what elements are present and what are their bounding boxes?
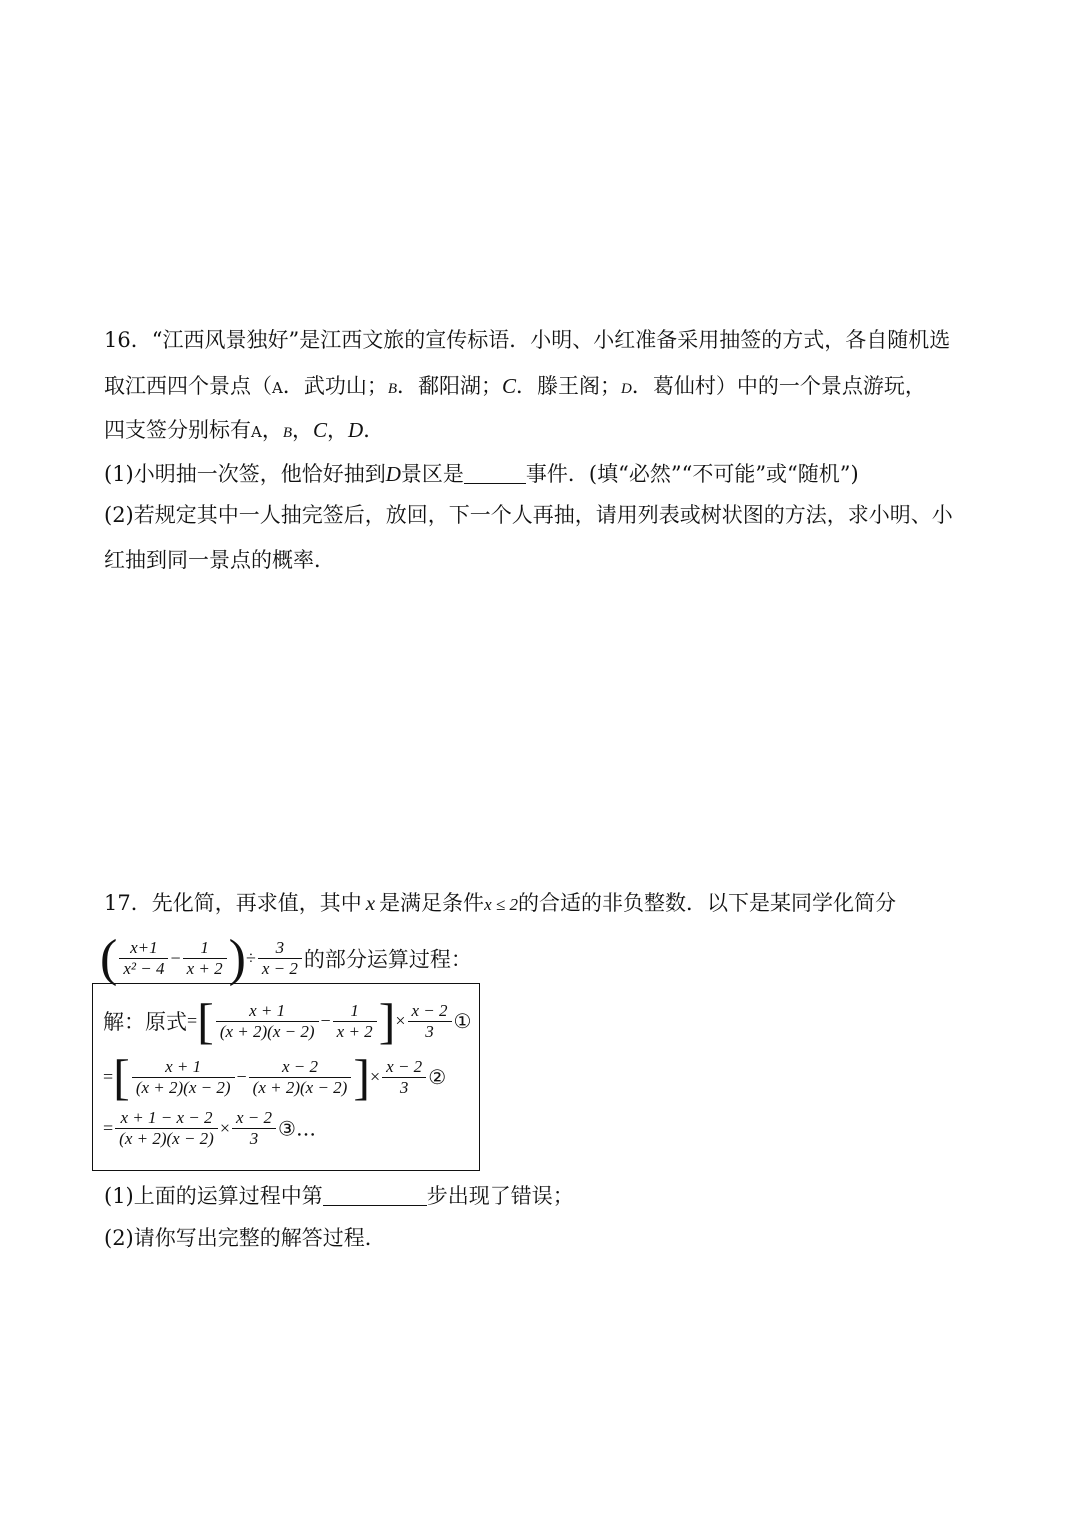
tag-c: C: [313, 418, 328, 442]
fraction: [258, 938, 302, 979]
q17-part1-text-b: 步出现了错误；: [426, 1184, 574, 1208]
times-sign: ×: [219, 1118, 230, 1138]
times-sign: ×: [395, 1010, 406, 1031]
q17-var-x: x: [365, 891, 376, 915]
solution-label: 解：原式: [103, 1010, 187, 1034]
step-marker-2: ②: [428, 1065, 447, 1089]
q16-part1-text-b: 景区是: [400, 462, 464, 486]
denominator: x² − 4: [119, 958, 168, 979]
numerator: x − 2: [236, 1108, 273, 1127]
option-b-text: ．鄱阳湖；: [397, 374, 503, 398]
solution-box: [92, 983, 480, 1171]
numerator: x − 2: [411, 1000, 448, 1020]
fraction: [249, 1057, 352, 1098]
right-bracket: ]: [378, 993, 396, 1049]
q17-intro-text: 17．先化简，再求值，其中: [104, 891, 362, 915]
option-d-text: ．葛仙村）中的一个景点游玩，: [631, 374, 926, 398]
equals-sign: =: [103, 1118, 114, 1138]
q16-part2-text: (2)若规定其中一人抽完签后，放回，下一个人再抽，请用列表或树状图的方法，求小明、小: [104, 503, 953, 527]
option-b-letter: B: [387, 381, 398, 397]
q17-condition: x ≤ 2: [484, 895, 518, 914]
denominator: (x + 2)(x − 2): [216, 1021, 319, 1042]
q16-line3: [104, 418, 384, 445]
q17-part1: [104, 1184, 574, 1208]
denominator: x − 2: [258, 958, 302, 979]
right-paren: ): [228, 930, 246, 987]
numerator: 1: [350, 1000, 359, 1020]
q16-line2: [104, 374, 926, 401]
option-c-letter: C: [502, 374, 517, 398]
tag-b: B: [282, 425, 293, 441]
right-bracket: ]: [353, 1049, 370, 1105]
fraction: [183, 938, 227, 979]
tag-a: A: [251, 423, 262, 441]
fraction: [232, 1108, 276, 1149]
times-sign: ×: [370, 1066, 381, 1087]
fraction: [333, 1001, 377, 1042]
denominator: x + 2: [333, 1021, 377, 1042]
q16-part1-text-c: 事件．(填“必然”“不可能”或“随机”): [525, 462, 859, 486]
q17-intro-text-b: 是满足条件: [379, 891, 485, 915]
separator: ，: [261, 418, 283, 442]
answer-blank[interactable]: [464, 463, 526, 484]
q16-part1: [104, 462, 859, 486]
fraction: [382, 1057, 426, 1098]
q16-part2-line1: [104, 503, 953, 527]
option-a-letter: A: [272, 379, 283, 397]
minus-sign: −: [170, 948, 181, 968]
equals-sign: =: [187, 1010, 198, 1031]
left-bracket: [: [197, 993, 214, 1049]
step-marker-3: ③…: [278, 1116, 316, 1141]
divide-sign: ÷: [245, 948, 256, 968]
step-marker-1: ①: [453, 1009, 472, 1033]
denominator: (x + 2)(x − 2): [132, 1077, 235, 1098]
q17-intro: [104, 891, 896, 917]
q17-part1-text: (1)上面的运算过程中第: [104, 1184, 323, 1208]
left-paren: (: [100, 930, 118, 987]
numerator: x − 2: [281, 1056, 319, 1076]
left-bracket: [: [113, 1049, 130, 1105]
numerator: x + 1: [249, 1000, 286, 1020]
q17-part2: [104, 1226, 386, 1250]
q16-line1: [104, 328, 950, 352]
fraction: [119, 938, 168, 979]
period: ．: [363, 418, 385, 442]
denominator: (x + 2)(x − 2): [249, 1077, 352, 1098]
minus-sign: −: [320, 1010, 331, 1031]
q16-part1-var: D: [385, 462, 401, 486]
numerator: x + 1: [165, 1056, 202, 1076]
denominator: 3: [382, 1077, 426, 1098]
q16-line3-text: 四支签分别标有: [104, 418, 251, 442]
fraction: [132, 1057, 235, 1098]
denominator: 3: [408, 1021, 452, 1042]
numerator: x − 2: [386, 1056, 423, 1076]
option-c-text: ．滕王阁；: [516, 374, 622, 398]
fraction: [216, 1001, 319, 1042]
numerator: 1: [200, 938, 209, 957]
q17-expression: [100, 929, 472, 988]
denominator: x + 2: [183, 958, 227, 979]
tag-d: D: [348, 418, 364, 442]
option-a-text: ．武功山；: [282, 374, 388, 398]
q16-part2-line2: [104, 548, 335, 572]
option-d-letter: D: [621, 381, 632, 397]
equals-sign: =: [103, 1066, 114, 1087]
separator: ，: [327, 418, 349, 442]
q16-line2-text: 取江西四个景点（: [104, 374, 272, 398]
minus-sign: −: [236, 1066, 247, 1087]
fraction: [408, 1001, 452, 1042]
answer-blank[interactable]: [323, 1185, 427, 1206]
q17-part2-text: (2)请你写出完整的解答过程．: [104, 1226, 386, 1250]
denominator: 3: [232, 1128, 276, 1149]
numerator: x + 1 − x − 2: [120, 1108, 213, 1127]
numerator: 3: [275, 938, 285, 957]
solution-step-3: [103, 1108, 316, 1149]
solution-step-1: [103, 992, 471, 1050]
denominator: (x + 2)(x − 2): [115, 1128, 218, 1149]
solution-step-2: [103, 1048, 446, 1106]
q16-part1-text: (1)小明抽一次签，他恰好抽到: [104, 462, 386, 486]
q17-intro-text-c: 的合适的非负整数．以下是某同学化简分: [517, 891, 896, 915]
q16-part2-text-b: 红抽到同一景点的概率．: [104, 548, 335, 572]
fraction: [115, 1108, 218, 1149]
separator: ，: [292, 418, 314, 442]
q17-expression-tail: 的部分运算过程：: [303, 947, 472, 972]
q16-stem-text: 16．“江西风景独好”是江西文旅的宣传标语．小明、小红准备采用抽签的方式，各自随机选: [104, 328, 951, 352]
numerator: x+1: [130, 938, 158, 957]
